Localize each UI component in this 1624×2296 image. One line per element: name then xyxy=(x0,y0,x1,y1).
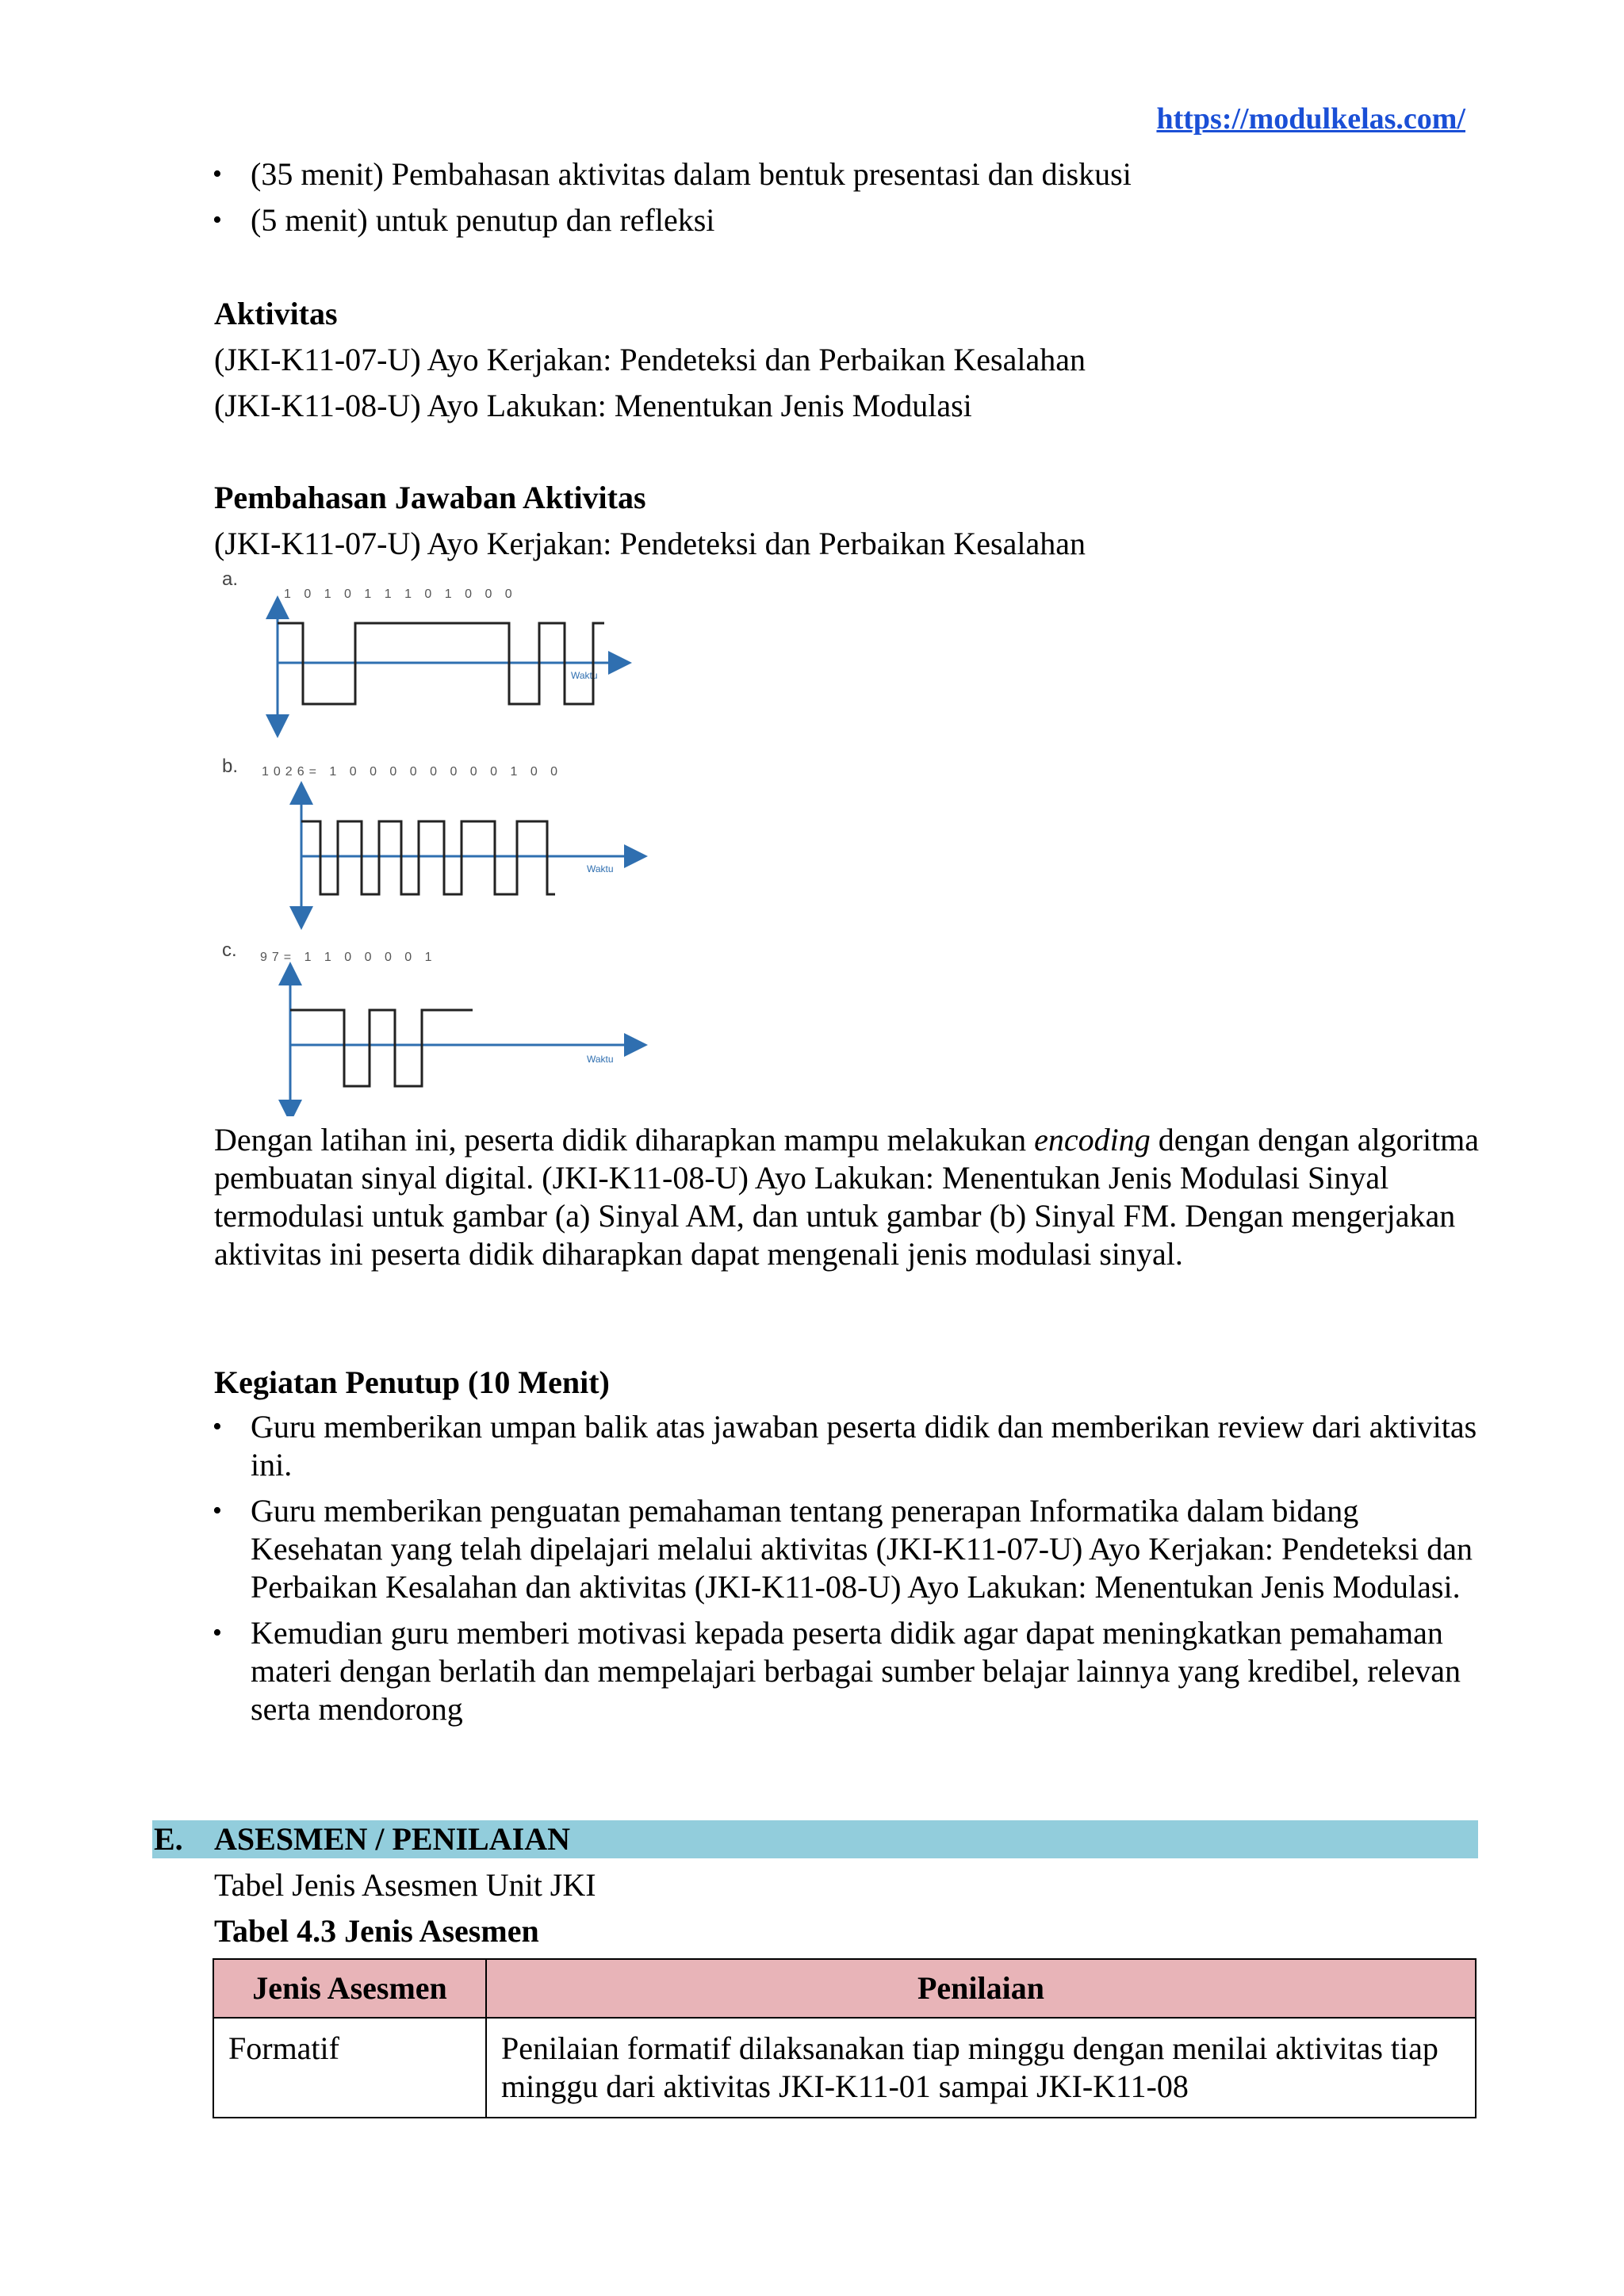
table-row xyxy=(213,2018,1476,2118)
table-header-penilaian: Penilaian xyxy=(486,1959,1476,2018)
explanation-part-1: Dengan latihan ini, peserta didik diharapkan mampu melakukan xyxy=(214,1122,1035,1158)
diagram-c-label: c. xyxy=(222,939,237,961)
diagram-b-label: b. xyxy=(222,756,239,777)
penutup-bullet-2: • Guru memberikan penguatan pemahaman tentang penerapan Informatika dalam bidang Kesehatan yang telah dipelajari melalui aktivitas (JKI-K11-07-U) Ayo Kerjakan: Pendeteksi dan Perbaikan Kesalahan dan aktivitas (JKI-K11-08-U) Ayo Lakukan: Menentukan Jenis Modulasi. xyxy=(213,1492,1481,1606)
diagram-a-axis-label: Waktu xyxy=(571,670,598,681)
table-cell-jenis: Formatif xyxy=(213,2018,486,2118)
diagram-c-waveform xyxy=(290,1010,473,1086)
diagram-a-label: a. xyxy=(222,569,239,590)
top-bullet-1: • (35 menit) Pembahasan aktivitas dalam bentuk presentasi dan diskusi xyxy=(213,155,1481,201)
penutup-bullet-list xyxy=(213,1408,1481,1728)
signal-encoding-diagrams xyxy=(214,569,658,1116)
top-bullet-2: • (5 menit) untuk penutup dan refleksi xyxy=(213,201,1481,239)
table-header-jenis: Jenis Asesmen xyxy=(213,1959,486,2018)
explanation-paragraph xyxy=(214,1121,1483,1273)
diagram-c-bits: 97= 1 1 0 0 0 0 1 xyxy=(260,951,437,964)
asesmen-table xyxy=(213,1958,1477,2118)
diagram-a-bits: 1 0 1 0 1 1 1 0 1 0 0 0 xyxy=(284,587,517,601)
diagram-b-axis-label: Waktu xyxy=(587,863,614,874)
pembahasan-line: (JKI-K11-07-U) Ayo Kerjakan: Pendeteksi dan Perbaikan Kesalahan xyxy=(214,526,1086,561)
table-caption: Tabel 4.3 Jenis Asesmen xyxy=(214,1913,539,1949)
diagram-b-waveform xyxy=(301,821,555,894)
diagram-c-axis-label: Waktu xyxy=(587,1054,614,1065)
section-e-letter: E. xyxy=(154,1821,183,1857)
pembahasan-heading: Pembahasan Jawaban Aktivitas xyxy=(214,480,646,515)
table-cell-penilaian: Penilaian formatif dilaksanakan tiap minggu dengan menilai aktivitas tiap minggu dari aktivitas JKI-K11-01 sampai JKI-K11-08 xyxy=(486,2018,1476,2118)
table-header-row xyxy=(213,1959,1476,2018)
section-e-subtitle: Tabel Jenis Asesmen Unit JKI xyxy=(214,1867,596,1903)
aktivitas-line-2: (JKI-K11-08-U) Ayo Lakukan: Menentukan Jenis Modulasi xyxy=(214,388,972,423)
aktivitas-line-1: (JKI-K11-07-U) Ayo Kerjakan: Pendeteksi dan Perbaikan Kesalahan xyxy=(214,342,1086,377)
explanation-italic-term: encoding xyxy=(1034,1122,1151,1158)
diagram-a-axes xyxy=(278,607,620,726)
header-url-link[interactable]: https://modulkelas.com/ xyxy=(1156,102,1465,136)
section-e-bar xyxy=(152,1820,1478,1858)
top-bullet-list xyxy=(213,155,1481,239)
penutup-bullet-1: • Guru memberikan umpan balik atas jawaban peserta didik dan memberikan review dari aktivitas ini. xyxy=(213,1408,1481,1484)
diagram-c-axes xyxy=(290,974,636,1112)
section-e-title: ASESMEN / PENILAIAN xyxy=(214,1821,570,1857)
penutup-bullet-3: • Kemudian guru memberi motivasi kepada peserta didik agar dapat meningkatkan pemahaman materi dengan berlatih dan mempelajari berbagai sumber belajar lainnya yang kredibel, relevan serta mendorong xyxy=(213,1614,1481,1728)
diagram-b-axes xyxy=(301,793,636,918)
penutup-heading: Kegiatan Penutup (10 Menit) xyxy=(214,1364,610,1400)
diagram-b-bits: 1026= 1 0 0 0 0 0 0 0 0 1 0 0 xyxy=(262,765,563,779)
aktivitas-heading: Aktivitas xyxy=(214,296,338,331)
explanation-part-2: dengan dengan algoritma pembuatan sinyal digital. (JKI-K11-08-U) Ayo Lakukan: Menentukan Jenis Modulasi Sinyal termodulasi untuk gambar (a) Sinyal AM, dan untuk gambar (b) Sinyal FM. Dengan mengerjakan aktivitas ini peserta didik diharapkan dapat mengenali jenis modulasi sinyal. xyxy=(214,1122,1480,1272)
